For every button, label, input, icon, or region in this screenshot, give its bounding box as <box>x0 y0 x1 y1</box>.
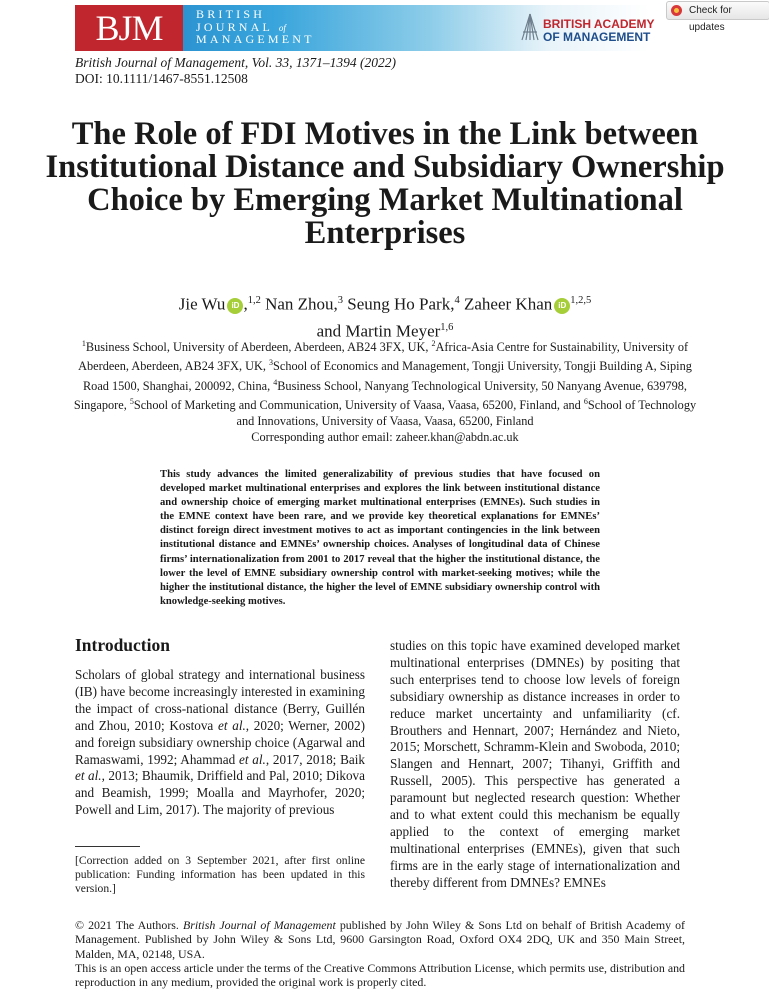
affiliation-text: School of Marketing and Communication, University of Vaasa, Vaasa, 65200, Finland, and <box>133 397 584 412</box>
citation-journal: British Journal of Management, Vol. 33, 1371–1394 (2022) <box>75 55 396 70</box>
body-text: , 2020; Werner, 2002) and foreign subsidiary ownership choice (Agarwal and Ramaswami, 1992; Ahammad <box>75 717 366 767</box>
affiliation-text: Business School, Nanyang Technological University, 50 Nanyang Avenue, 639798, Singapore, <box>73 378 687 412</box>
author-name: Nan Zhou, <box>265 294 338 314</box>
affiliation-mark: 2 <box>431 339 436 348</box>
journal-word-of: of <box>278 22 286 33</box>
check-for-updates-label: Check for updates <box>689 5 732 33</box>
affiliation-text: Business School, University of Aberdeen, Aberdeen, AB24 3FX, UK, <box>85 340 432 355</box>
affiliations <box>72 336 698 446</box>
body-text: Scholars of global strategy and international business (IB) have become increasingly interested in examining the impact of cross-national distance (Berry, Guillén and Zhou, 2010; Kostova <box>75 667 365 733</box>
body-text: , 2013; Bhaumik, Driffield and Pal, 2010; Dikova and Beamish, 1999; Moalla and Mayrhofer, 2020; Powell and Lim, 2017). The majority of previous <box>75 768 365 818</box>
abstract: This study advances the limited generalizability of previous studies that have focused on developed market multinational enterprises and explores the link between institutional distance and ownership choice of emerging market multinational enterprises (EMNEs). Such studies in the EMNE context have been rare, and we provide key theoretical explanations for EMNEs’ distinct foreign direct investment motives to act as important contingencies in the link between institutional distance and EMNEs’ ownership choices. Analyses of longitudinal data of Chinese firms’ internationalization from 2001 to 2017 reveal that the higher the institutional distance, the lower the level of EMNE subsidiary ownership control with market-seeking motives; while the higher the institutional distance, the higher the level of EMNE subsidiary ownership control with knowledge-seeking motives. <box>160 469 600 607</box>
journal-logo: BJM <box>75 5 183 51</box>
journal-word-1: BRITISH <box>196 7 266 21</box>
footnote-divider <box>75 846 140 847</box>
section-heading-introduction: Introduction <box>75 635 170 655</box>
affiliation-text: School of Technology and Innovations, University of Vaasa, Vaasa, 65200, Finland <box>236 397 697 429</box>
author-name: Jie Wu <box>178 294 226 314</box>
academy-emblem-icon <box>520 12 540 42</box>
author-affiliation-mark: 3 <box>337 295 344 306</box>
author-affiliation-mark: 1,6 <box>440 321 454 333</box>
license-paragraph: This is an open access article under the terms of the Creative Commons Attribution License, which permits use, distribution and reproduction in any medium, provided the original work is properly cited. <box>75 960 685 990</box>
journal-wordmark <box>196 8 315 46</box>
copyright-notice <box>75 918 685 989</box>
orcid-icon[interactable]: iD <box>227 298 243 314</box>
author-list: Jie Wu iD ,$^{1,2}$ Nan Zhou,$^3$ Seung Ho Park,$^4$ Zaheer Khan iD $^{1,2,5}$ and Martin Meyer$^{1,6}$ <box>178 294 592 341</box>
academy-line-1: BRITISH ACADEMY <box>543 17 655 31</box>
journal-word-2: JOURNAL <box>196 19 273 34</box>
check-for-updates-button[interactable] <box>666 1 769 33</box>
affiliation-text: Africa-Asia Centre for Sustainability, University of Aberdeen, Aberdeen, AB24 3FX, UK, <box>78 340 689 374</box>
author-name: and Martin Meyer <box>316 321 441 341</box>
academy-logo-text <box>543 18 655 44</box>
author-affiliation-mark: 1,2,5 <box>570 295 592 306</box>
paper-title: The Role of FDI Motives in the Link between Institutional Distance and Subsidiary Ownership Choice by Emerging Market Multinational Enterprises <box>45 116 725 251</box>
citation <box>75 55 396 87</box>
affiliation-mark: 6 <box>583 396 588 406</box>
journal-word-3: MANAGEMENT <box>196 32 315 46</box>
etal-text: et al. <box>218 717 246 733</box>
corresponding-author-email[interactable]: Corresponding author email: zaheer.khan@abdn.ac.uk <box>251 430 519 445</box>
body-column-left <box>75 667 365 819</box>
crossmark-icon <box>671 5 682 16</box>
copyright-paragraph <box>75 918 685 961</box>
orcid-icon[interactable]: iD <box>554 298 570 314</box>
copyright-text: © 2021 The Authors. <box>75 918 183 932</box>
citation-doi: DOI: 10.1111/1467-8551.12508 <box>75 71 248 86</box>
body-text: , 2017, 2018; Baik <box>265 751 365 767</box>
affiliation-mark: 1 <box>81 339 86 348</box>
author-name: Seung Ho Park, <box>347 294 455 314</box>
copyright-journal-name: British Journal of Management <box>182 918 336 932</box>
etal-text: et al. <box>239 751 266 767</box>
body-column-right: studies on this topic have examined developed market multinational enterprises (DMNEs) by positing that such enterprises tend to choose low levels of foreign subsidiary ownership as distance increases in order to reduce market uncertainty and unfamiliarity (cf. Brouthers and Hennart, 2007; Hernández and Nieto, 2015; Morschett, Schramm-Klein and Swoboda, 2010; Slangen and Hennart, 2007; Tihanyi, Griffith and Russell, 2005). This perspective has generated a paramount but neglected research question: Whether and to what extent could this mechanism be equally applied to the context of emerging market multinational enterprises (EMNEs), given that such firms are in the early stage of internationalization and thereby different from DMNEs? EMNEs <box>390 638 680 890</box>
affiliation-text: School of Economics and Management, Tongji University, Tongji Building A, Siping Road 1500, Shanghai, 200092, China, <box>82 359 692 393</box>
author-affiliation-mark: 4 <box>454 295 460 306</box>
affiliation-mark: 5 <box>129 396 134 406</box>
footnote: [Correction added on 3 September 2021, after first online publication: Funding information has been updated in this version.] <box>75 854 365 896</box>
affiliation-mark: 4 <box>273 377 278 387</box>
academy-line-2: OF MANAGEMENT <box>543 30 651 44</box>
etal-text: et al. <box>75 768 102 784</box>
copyright-text: published by John Wiley & Sons Ltd on behalf of British Academy of Management. Published by John Wiley & Sons Ltd, 9600 Garsington Road, Oxford OX4 2DQ, UK and 350 Main Street, Malden, MA, 02148, USA. <box>75 918 686 961</box>
affiliation-mark: 3 <box>269 358 274 368</box>
author-name: Zaheer Khan <box>463 294 553 314</box>
author-affiliation-mark: 1,2 <box>247 295 261 306</box>
